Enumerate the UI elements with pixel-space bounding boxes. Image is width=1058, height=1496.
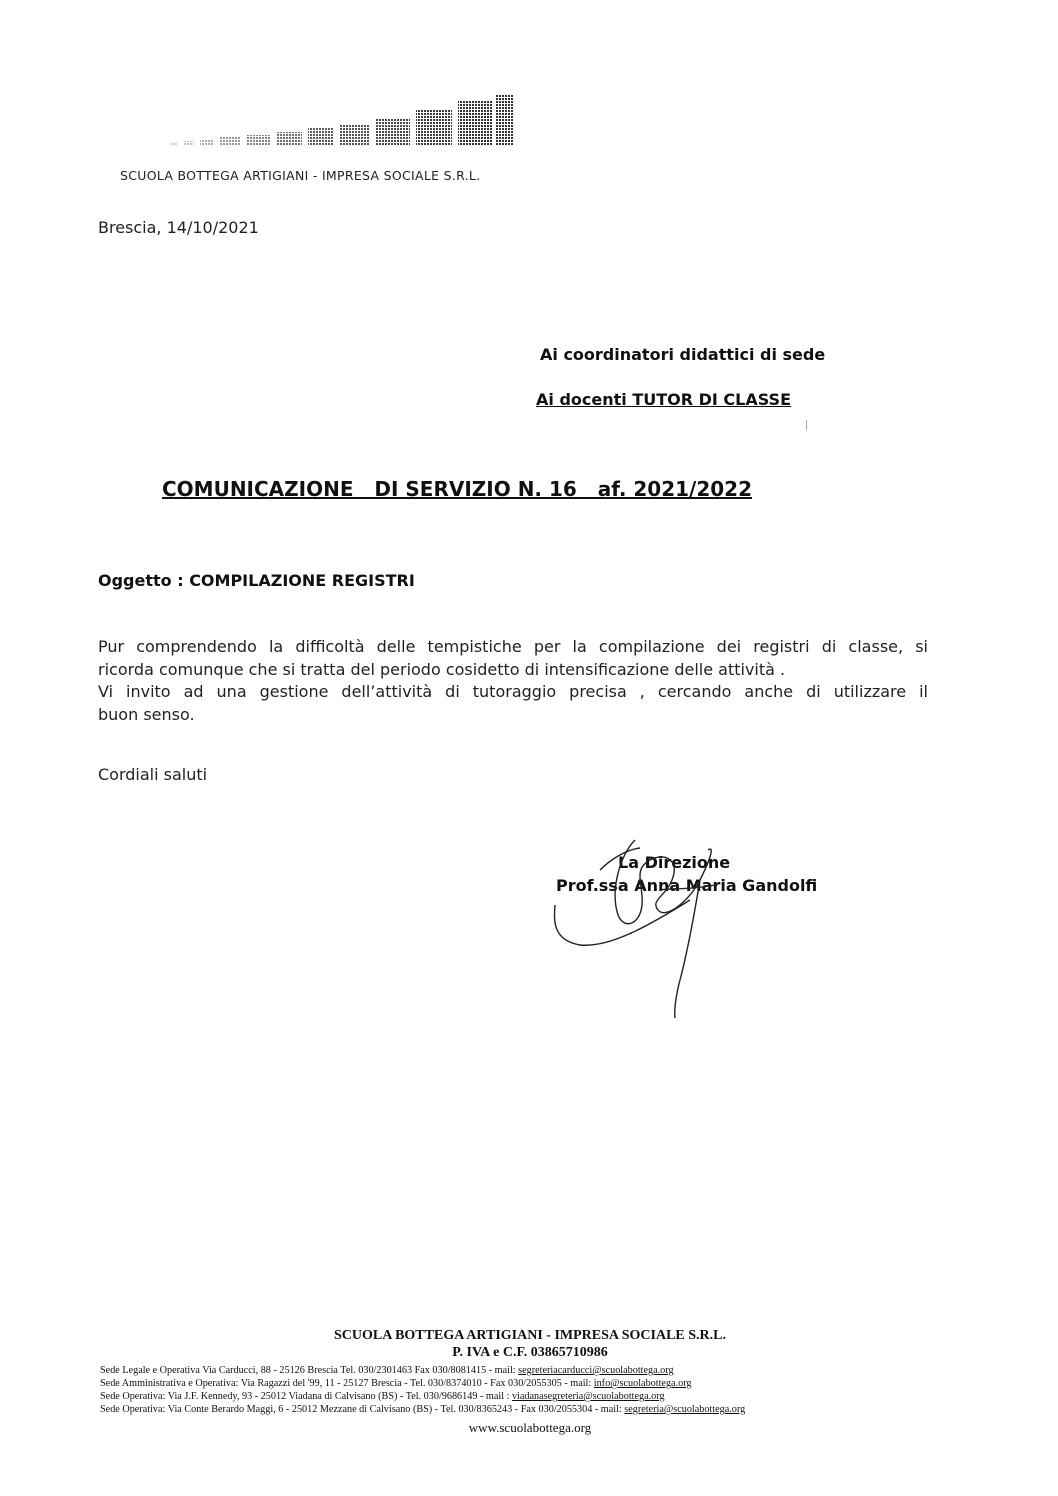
place-date: Brescia, 14/10/2021 — [98, 218, 259, 237]
school-logo — [160, 92, 520, 156]
footer-school-name: SCUOLA BOTTEGA ARTIGIANI - IMPRESA SOCIALE S.R.L. — [334, 1328, 726, 1343]
signature-name: Prof.ssa Anna Maria Gandolfi — [556, 876, 818, 895]
footer-email-link[interactable]: segreteriacarducci@scuolabottega.org — [518, 1365, 674, 1376]
footer-vat: P. IVA e C.F. 03865710986 — [452, 1345, 608, 1360]
footer — [90, 1328, 970, 1436]
recipient-tutors: Ai docenti TUTOR DI CLASSE — [536, 390, 792, 409]
footer-website-link[interactable]: www.scuolabottega.org — [468, 1420, 592, 1435]
scan-artifact — [806, 420, 807, 430]
footer-address-line — [100, 1403, 970, 1416]
footer-address-text: Sede Operativa: Via Conte Berardo Maggi, 6 - 25012 Mezzane di Calvisano (BS) - Tel. 030/8365243 - Fax 030/2055304 - mail: — [100, 1404, 625, 1415]
footer-email-link[interactable]: viadanasegreteria@scuolabottega.org — [511, 1391, 665, 1402]
body-text — [98, 636, 928, 726]
footer-address-text: Sede Amministrativa e Operativa: Via Ragazzi del '99, 11 - 25127 Brescia - Tel. 030/8374010 - Fax 030/2055305 - mail: — [100, 1378, 594, 1389]
footer-address-text: Sede Legale e Operativa Via Carducci, 88 - 25126 Brescia Tel. 030/2301463 Fax 030/8081415 - mail: — [100, 1365, 519, 1376]
body-line: ricorda comunque che si tratta del periodo cosidetto di intensificazione delle attività . — [98, 659, 786, 679]
footer-email-link[interactable]: segreteria@scuolabottega.org — [624, 1404, 746, 1415]
footer-address-line — [100, 1390, 970, 1403]
footer-address-line — [100, 1377, 970, 1390]
school-logo-icon — [160, 92, 520, 156]
body-line: Pur comprendendo la difficoltà delle tempistiche per la compilazione dei registri di classe, si — [98, 637, 928, 656]
school-name-header: SCUOLA BOTTEGA ARTIGIANI - IMPRESA SOCIALE S.R.L. — [120, 168, 481, 183]
body-line: buon senso. — [98, 704, 195, 724]
footer-address-text: Sede Operativa: Via J.F. Kennedy, 93 - 25012 Viadana di Calvisano (BS) - Tel. 030/9686149 - mail : — [100, 1391, 512, 1402]
body-line: Vi invito ad una gestione dell’attività di tutoraggio precisa , cercando anche di utilizzare il — [98, 682, 928, 701]
closing-greeting: Cordiali saluti — [98, 765, 208, 784]
footer-email-link[interactable]: info@scuolabottega.org — [593, 1378, 692, 1389]
communication-title: COMUNICAZIONE DI SERVIZIO N. 16 af. 2021/2022 — [162, 477, 753, 501]
footer-address-line — [100, 1364, 970, 1377]
recipient-coordinators: Ai coordinatori didattici di sede — [540, 345, 826, 364]
signature-role: La Direzione — [618, 853, 731, 872]
handwritten-signature — [540, 830, 760, 1030]
subject-line: Oggetto : COMPILAZIONE REGISTRI — [98, 571, 415, 590]
footer-addresses — [90, 1364, 970, 1416]
